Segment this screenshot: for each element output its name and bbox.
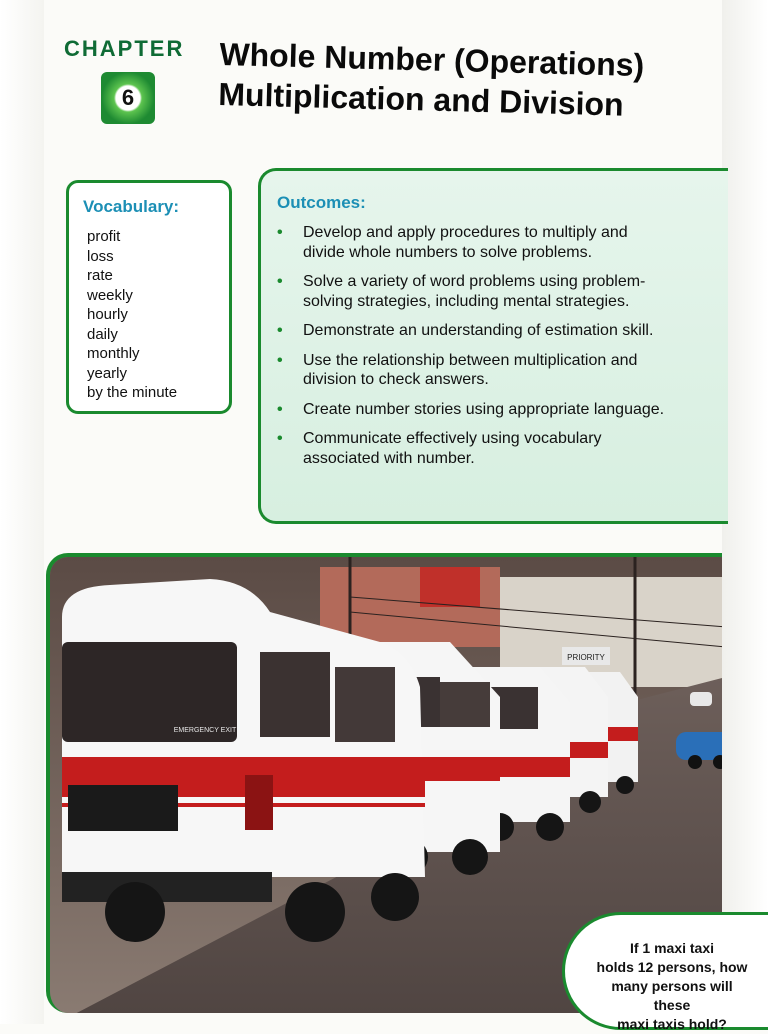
vocabulary-word: daily	[87, 325, 118, 343]
outcome-line: • Create number stories using appropriate language.	[303, 400, 665, 418]
question-line: maxi taxis hold?	[617, 1016, 727, 1032]
outcome-line: • Communicate effectively using vocabulary	[303, 430, 602, 447]
outcome-line: • Use the relationship between multiplication and	[303, 351, 638, 369]
outcome-item	[277, 321, 718, 341]
shop-sign-text: PRIORITY	[567, 653, 605, 662]
vocabulary-box	[66, 180, 232, 414]
page-gutter	[0, 0, 44, 1024]
outcomes-box	[258, 168, 728, 524]
vocabulary-word: monthly	[87, 345, 140, 362]
chapter-title-line2: Multiplication and Division	[217, 75, 625, 123]
vocabulary-word: weekly	[87, 286, 133, 304]
outcome-line: solving strategies, including mental strategies.	[303, 292, 630, 310]
outcome-line: • Develop and apply procedures to multiply and	[303, 224, 628, 241]
page-edge	[722, 0, 768, 1024]
vocabulary-heading: Vocabulary:	[83, 197, 180, 216]
outcome-item	[277, 400, 718, 420]
outcome-item	[277, 272, 718, 311]
vocabulary-list	[83, 227, 215, 403]
question-line: holds 12 persons, how	[596, 959, 748, 975]
outcome-line: • Demonstrate an understanding of estimation skill.	[303, 322, 654, 339]
outcome-line: associated with number.	[303, 449, 475, 467]
question-bubble	[562, 912, 768, 1030]
vocabulary-word: profit	[87, 228, 121, 245]
outcomes-list	[277, 223, 718, 468]
outcome-line: divide whole numbers to solve problems.	[303, 243, 593, 261]
outcome-item	[277, 351, 718, 390]
outcome-line: division to check answers.	[303, 371, 489, 388]
chapter-number-badge: 6	[101, 72, 155, 124]
vocabulary-word: hourly	[87, 306, 128, 323]
question-line: If 1 maxi taxi	[629, 940, 715, 956]
outcomes-heading: Outcomes:	[277, 193, 366, 212]
vocabulary-word: rate	[87, 267, 113, 284]
outcome-item	[277, 223, 718, 262]
outcome-line: • Solve a variety of word problems using problem-	[303, 273, 646, 290]
chapter-title-line1: Whole Number (Operations)	[219, 35, 645, 84]
chapter-title	[218, 34, 730, 127]
vocabulary-word: loss	[87, 247, 114, 265]
question-line: many persons will these	[611, 978, 733, 1013]
outcome-item	[277, 429, 718, 468]
vocabulary-word: by the minute	[87, 384, 178, 401]
chapter-label: CHAPTER	[64, 36, 185, 61]
vocabulary-word: yearly	[87, 364, 128, 382]
license-plate	[68, 785, 178, 831]
emergency-exit-label: EMERGENCY EXIT	[173, 727, 237, 734]
